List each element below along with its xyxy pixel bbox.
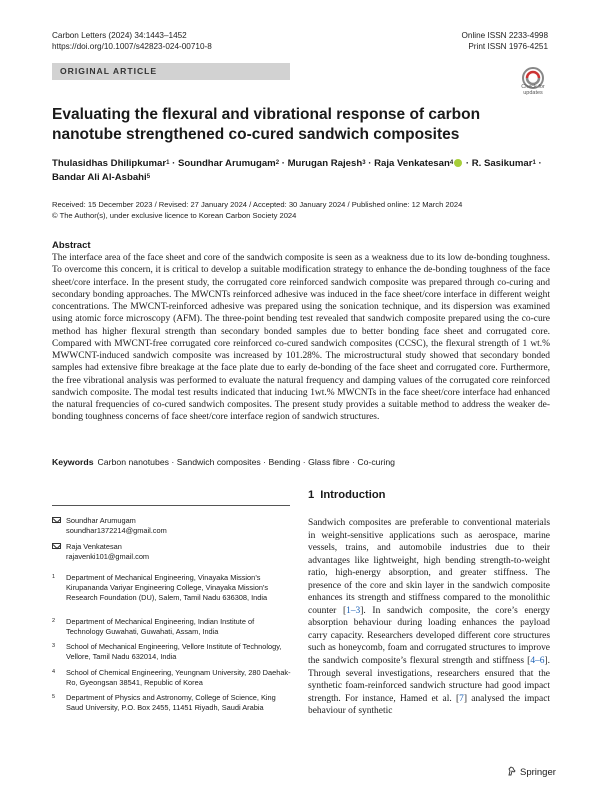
section-heading bbox=[308, 489, 385, 501]
author-name[interactable]: Raja Venkatesan bbox=[374, 158, 450, 169]
affiliation-number: 5 bbox=[52, 694, 56, 700]
publisher-name: Springer bbox=[520, 767, 556, 778]
abstract-heading: Abstract bbox=[52, 240, 91, 251]
journal-header bbox=[52, 30, 212, 52]
section-number: 1 bbox=[308, 489, 315, 501]
author-affiliation-marker: 1 bbox=[166, 160, 170, 166]
author-separator: · bbox=[365, 158, 375, 169]
intro-text-run: ] analysed the impact behaviour of synthetic bbox=[308, 693, 551, 717]
affiliation-text: School of Mechanical Engineering, Vellore Institute of Technology, Vellore, Tamil Nadu 632014, India bbox=[66, 642, 282, 661]
author-name[interactable]: Murugan Rajesh bbox=[287, 158, 363, 169]
contact-email[interactable]: rajavenki101@gmail.com bbox=[66, 552, 150, 561]
introduction-text bbox=[308, 517, 550, 718]
journal-citation: Carbon Letters (2024) 34:1443–1452 bbox=[52, 31, 187, 40]
author-separator: · bbox=[279, 158, 288, 169]
publication-history bbox=[52, 199, 552, 221]
issn-block bbox=[462, 30, 548, 52]
footnote-divider bbox=[52, 505, 290, 506]
check-for-updates-label[interactable]: Check for updates bbox=[521, 84, 545, 96]
affiliation-item bbox=[52, 573, 292, 603]
contact-name: Soundhar Arumugam bbox=[66, 516, 136, 525]
author-affiliation-marker: 5 bbox=[146, 174, 151, 180]
affiliation-text: Department of Mechanical Engineering, Indian Institute of Technology Guwahati, Guwahati, Assam, India bbox=[66, 617, 255, 636]
affiliation-number: 4 bbox=[52, 669, 56, 675]
contact-email[interactable]: soundhar1372214@gmail.com bbox=[66, 526, 167, 535]
author-name[interactable]: R. Sasikumar bbox=[471, 158, 533, 169]
print-issn: Print ISSN 1976-4251 bbox=[468, 42, 548, 51]
affiliation-item bbox=[52, 693, 292, 713]
online-issn: Online ISSN 2233-4998 bbox=[461, 31, 548, 40]
citation-link[interactable]: 1–3 bbox=[346, 605, 361, 616]
keywords-line bbox=[52, 456, 550, 468]
intro-text-run: Sandwich composites are preferable to conventional materials in weight-sensitive applications such as aerospace, marine vessels, trains, and automobile industries due to their advantages like lightweight, high bending strength-to-weight ratio, high-energy absorption, and greater stiffness. The presence of the core and skin layer in the sandwich composite enhances its strength and stiffness compared to the monolithic counter [ bbox=[308, 518, 550, 616]
affiliation-number: 2 bbox=[52, 618, 56, 624]
affiliation-item bbox=[52, 642, 292, 662]
envelope-icon bbox=[52, 543, 61, 549]
affiliation-number: 1 bbox=[52, 574, 56, 580]
intro-text-run: ]. Through several investigations, researchers ensured that the synthetic foam-reinforced sandwich structure had good impact strength. For instance, Hamed et al. [ bbox=[308, 656, 550, 704]
dates-line: Received: 15 December 2023 / Revised: 27 January 2024 / Accepted: 30 January 2024 / Published online: 12 March 2024 bbox=[52, 200, 463, 209]
author-affiliation-marker: 1 bbox=[532, 160, 536, 166]
orcid-icon[interactable] bbox=[454, 159, 462, 167]
contact-name: Raja Venkatesan bbox=[66, 542, 122, 551]
keywords-label: Keywords bbox=[52, 457, 94, 467]
section-title: Introduction bbox=[320, 489, 386, 501]
citation-link[interactable]: 4–6 bbox=[530, 656, 545, 667]
author-list bbox=[52, 157, 552, 185]
abstract-text: The interface area of the face sheet and core of the sandwich composite is seen as a weakness due to its low de-bonding toughness. To overcome this concern, it is critical to develop a suitable modification strategy to enhance the de-bonding toughness of the face sheet/core interface. In the present study, the corrugated core reinforced sandwich composite was prepared through co-curing and secondary bonding approaches. The MWCNTs reinforced adhesive was induced in the face sheet/core interface in different weight concentrations. The MWCNT-reinforced adhesive was prepared using the sonication technique, and its dispersion was examined using atomic force microscopy (AFM). The three-point bending test revealed that sandwich composite prepared using the co-cure method has higher flexural strength than secondary bonded samples due to better bonding face sheet and corrugated core. Compared with MWCNT-free corrugated core reinforced co-cured sandwich composites (CCSC), the flexural strength of 1 wt.% MWWCNT-induced sandwich composite was increased by 101.28%. The microstructural study showed that secondary bonded samples had extensive fibre breakage at the face plate due to early de-bonding of the face sheet and corrugated core. Furthermore, the free vibrational analysis was performed to evaluate the natural frequency and damping values of the corrugated core reinforced sandwich composite. The modal test results indicated that inducing 1wt.% MWCNTs in the face sheet/core interface had enhanced the natural frequencies of co-cured sandwich composites. The present study provides a suitable method to address the weaker de-bonding toughness concerns of face sheet/core interface region of sandwich structures. bbox=[52, 253, 550, 423]
corresponding-author bbox=[52, 516, 167, 536]
springer-horse-icon bbox=[507, 766, 517, 776]
author-separator: · bbox=[169, 158, 178, 169]
author-affiliation-marker: 3 bbox=[362, 160, 366, 166]
author-affiliation-marker: 2 bbox=[275, 160, 280, 166]
publisher-footer bbox=[507, 766, 556, 778]
citation-link[interactable]: 7 bbox=[459, 693, 464, 704]
intro-text-run: ]. In sandwich composite, the core’s energy absorption behaviour during loading enhances the payload carry capacity. Researchers developed different core structures such as honeycomb, foam and corrugated structures to improve the sandwich composite’s flexural strength and stiffness [ bbox=[308, 605, 550, 667]
author-affiliation-marker: 4 bbox=[449, 160, 454, 166]
author-separator: · bbox=[535, 158, 542, 169]
doi-link[interactable]: https://doi.org/10.1007/s42823-024-00710-8 bbox=[52, 42, 212, 51]
affiliation-number: 3 bbox=[52, 643, 56, 649]
corresponding-author bbox=[52, 542, 149, 562]
envelope-icon bbox=[52, 517, 61, 523]
affiliation-text: Department of Physics and Astronomy, College of Science, King Saud University, P.O. Box 2455, 11451 Riyadh, Saudi Arabia bbox=[66, 693, 276, 712]
affiliation-text: Department of Mechanical Engineering, Vinayaka Mission’s Kirupananda Variyar Engineering College, Vinayaka Mission’s Research Foundation (DU), Salem, Tamil Nadu 636308, India bbox=[66, 573, 269, 602]
affiliation-text: School of Chemical Engineering, Yeungnam University, 280 Daehak-Ro, Gyeongsan 38541, Republic of Korea bbox=[66, 668, 291, 687]
author-name[interactable]: Thulasidhas Dhilipkumar bbox=[52, 158, 167, 169]
author-name[interactable]: Soundhar Arumugam bbox=[177, 158, 276, 169]
author-name[interactable]: Bandar Ali Al-Asbahi bbox=[52, 172, 147, 183]
article-title: Evaluating the flexural and vibrational response of carbon nanotube strengthened co-cured sandwich composites bbox=[52, 106, 481, 143]
keywords-list: Carbon nanotubes · Sandwich composites · Bending · Glass fibre · Co-curing bbox=[97, 457, 395, 467]
author-separator: · bbox=[463, 158, 472, 169]
copyright-line: © The Author(s), under exclusive licence to Korean Carbon Society 2024 bbox=[52, 211, 297, 220]
affiliation-item bbox=[52, 617, 292, 637]
affiliation-item bbox=[52, 668, 292, 688]
article-type-bar: ORIGINAL ARTICLE bbox=[52, 63, 290, 80]
